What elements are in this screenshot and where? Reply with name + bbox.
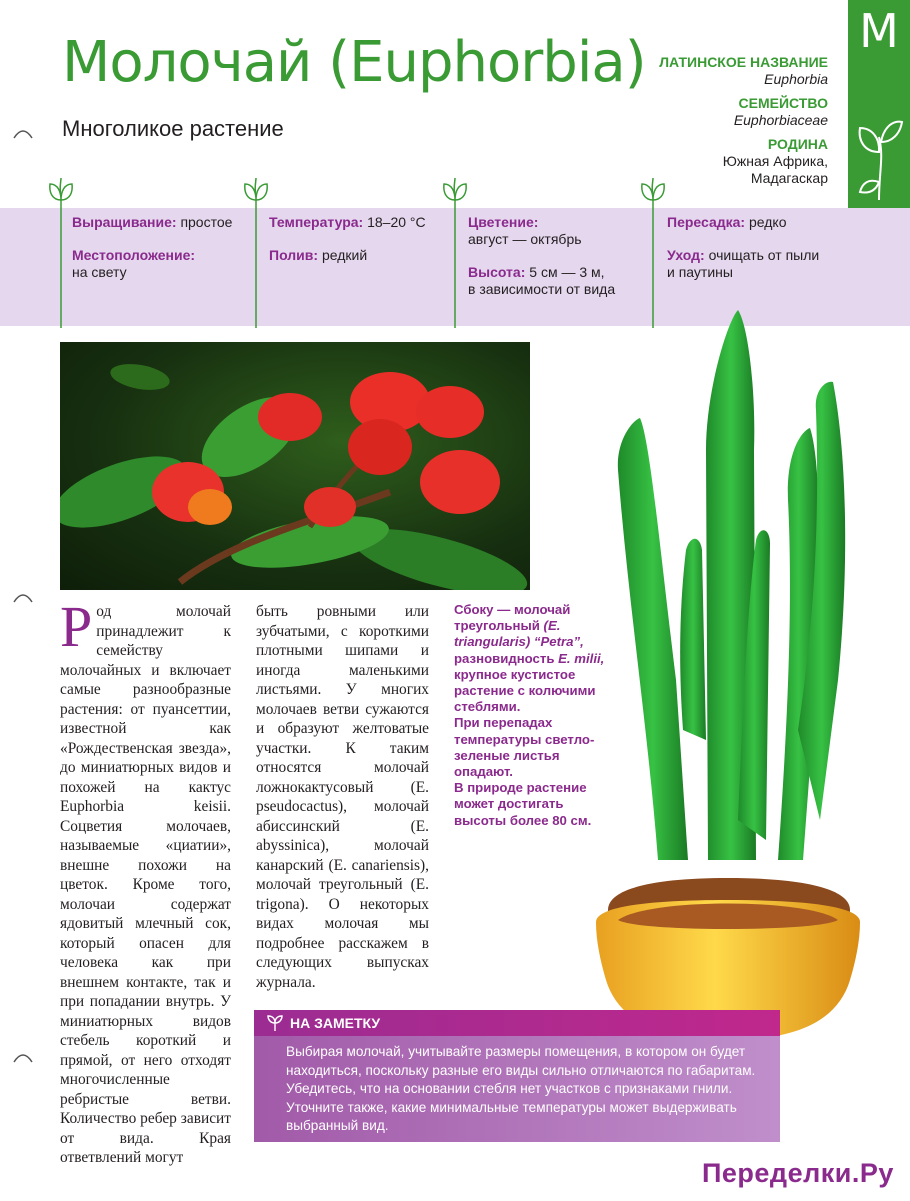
euphorbia-plant-image (588, 300, 868, 1040)
temperature-value: 18–20 °С (367, 214, 426, 230)
note-title: НА ЗАМЕТКУ (290, 1015, 381, 1031)
caption-line-3: крупное кустистое растение с колючими стеблями. (454, 666, 596, 715)
height-value-line2: в зависимости от вида (468, 281, 616, 297)
location-value: на свету (72, 264, 127, 280)
care-value-line2: и паутины (667, 264, 733, 280)
caption-latin-3: E. milii, (558, 650, 605, 666)
care-column-2 (269, 214, 445, 280)
growing-value: простое (180, 214, 233, 230)
sprout-icon (854, 112, 904, 202)
caption-line-2: разновидность (454, 650, 555, 666)
sprout-icon (266, 1014, 284, 1032)
flowering-label: Цветение: (468, 214, 539, 230)
letter-tab (848, 0, 910, 208)
family-value: Euphorbiaceae (733, 112, 828, 128)
photo-caption (454, 602, 606, 829)
caption-latin-2: “Petra”, (533, 634, 584, 650)
growing-label: Выращивание: (72, 214, 177, 230)
binder-hole-icon (12, 1050, 34, 1064)
care-column-4 (667, 214, 843, 297)
temperature-label: Температура: (269, 214, 364, 230)
binder-hole-icon (12, 126, 34, 140)
watering-value: редкий (321, 247, 368, 263)
site-watermark: Переделки.Ру (702, 1158, 894, 1188)
article-column-1 (60, 594, 231, 1168)
height-label: Высота: (468, 264, 526, 280)
caption-latin-1: (E. triangularis) (454, 618, 561, 650)
page-subtitle: Многоликое растение (62, 116, 284, 141)
family-label: СЕМЕЙСТВО (738, 95, 828, 111)
article-text-2: быть ровными или зубчатыми, с короткими плотными шипами и иногда маленькими листьями. У многих молочаев ветви сужаются и образуют желтоватые участки. К таким относятся молочай ложнокактусовый (E. pseudocactus), молочай абиссинский (E. abyssinica), молочай канарский (E. canariensis), молочай треугольный (E. trigona). О некоторых видах молочая мы подробнее расскажем в следующих выпусках журнала. (256, 603, 429, 991)
flower-photo (60, 342, 530, 590)
homeland-value-line2: Мадагаскар (750, 170, 828, 186)
care-column-1 (72, 214, 248, 297)
latin-name-value: Euphorbia (764, 71, 828, 87)
flowering-value: август — октябрь (468, 231, 582, 247)
note-box (254, 1010, 780, 1142)
binder-hole-icon (12, 590, 34, 604)
note-header (254, 1010, 780, 1036)
care-value-line1: очищать от пыли (708, 247, 820, 263)
caption-line-1: Сбоку — молочай треугольный (454, 602, 571, 634)
plant-meta (608, 54, 828, 187)
homeland-label: РОДИНА (767, 136, 828, 152)
latin-name-label: ЛАТИНСКОЕ НАЗВАНИЕ (659, 54, 828, 70)
care-label: Уход: (667, 247, 705, 263)
tab-letter: М (859, 4, 899, 58)
location-label: Местоположение: (72, 247, 196, 263)
article-text-1: од молочай принадлежит к семейству молочайных и включает самые разнообразные растения: от пуансеттии, известной как «Рождественская звезда», до миниатюрных видов и похожей на кактус Euphorbia keisii. Соцветия молочаев, называемые «циатии», внешне похожи на цветок. Кроме того, молочаи содержат ядовитый млечный сок, который опасен для человека как при внешнем контакте, так и при попадании внутрь. У миниатюрных видов стебель короткий и прямой, от него отходят многочисленные ребристые ветви. Количество ребер зависит от вида. Края ответвлений могут (60, 603, 231, 1166)
care-column-3 (468, 214, 644, 314)
homeland-value-line1: Южная Африка, (722, 153, 828, 169)
height-value-line1: 5 см — 3 м, (529, 264, 605, 280)
page-title: Молочай (Euphorbia) (62, 30, 646, 95)
drop-cap: Р (60, 594, 93, 659)
caption-line-4: При перепадах температуры светло-зеленые листья опадают. (454, 715, 595, 780)
transplant-label: Пересадка: (667, 214, 746, 230)
transplant-value: редко (748, 214, 787, 230)
caption-line-5: В природе растение может достигать высоты более 80 см. (454, 780, 592, 828)
note-text: Выбирая молочай, учитывайте размеры помещения, в котором он будет находиться, поскольку разные его виды сильно отличаются по габаритам. Убедитесь, что на основании стебля нет участков с признаками гнили. Уточните также, какие минимальные температуры может выдерживать выбранный вид. (254, 1036, 780, 1142)
article-column-2 (256, 602, 429, 992)
watering-label: Полив: (269, 247, 319, 263)
